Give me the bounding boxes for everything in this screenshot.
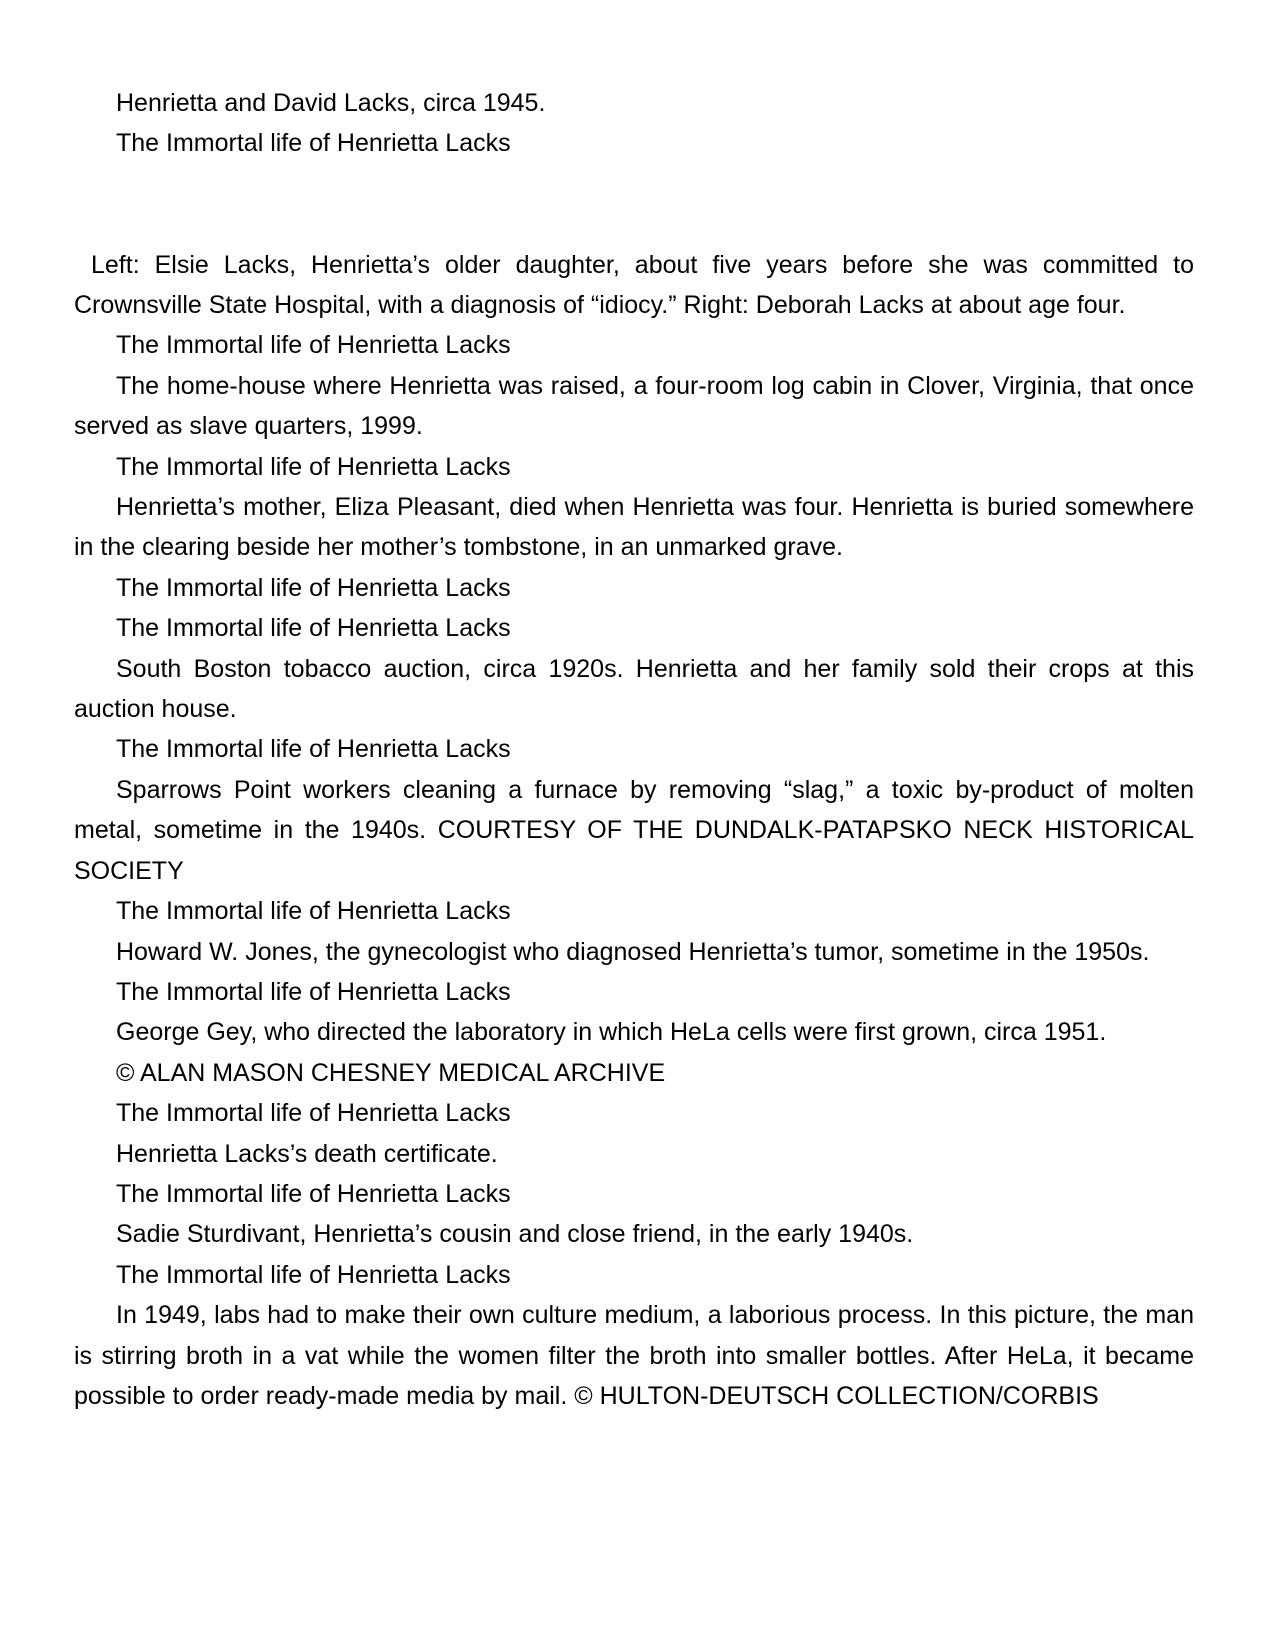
book-title-line: The Immortal life of Henrietta Lacks (116, 735, 511, 764)
caption-henrietta-and-david: Henrietta and David Lacks, circa 1945. (116, 89, 546, 117)
book-title-line: The Immortal life of Henrietta Lacks (116, 452, 511, 481)
caption-eliza-pleasant: Henrietta’s mother, Eliza Pleasant, died when Henrietta was four. Henrietta is buried somewhere in the clearing beside her mother’s tombstone, in an unmarked grave. (74, 493, 1194, 562)
book-title-line: The Immortal life of Henrietta Lacks (116, 977, 511, 1006)
book-title-line: The Immortal life of Henrietta Lacks (116, 1260, 511, 1289)
book-title-line: The Immortal life of Henrietta Lacks (116, 1099, 511, 1128)
blank-space (74, 164, 1194, 245)
book-title-line: The Immortal life of Henrietta Lacks (116, 897, 511, 926)
caption-george-gey: George Gey, who directed the laboratory in which HeLa cells were first grown, circa 1951. (116, 1018, 1107, 1047)
book-title-line: The Immortal life of Henrietta Lacks (116, 614, 511, 643)
book-title-line: The Immortal life of Henrietta Lacks (116, 573, 511, 602)
book-title-line: The Immortal life of Henrietta Lacks (116, 1179, 511, 1208)
credit-chesney-archive: © ALAN MASON CHESNEY MEDICAL ARCHIVE (116, 1058, 666, 1087)
book-title-line: The Immortal life of Henrietta Lacks (116, 129, 511, 158)
caption-elsie-and-deborah: Left: Elsie Lacks, Henrietta’s older daughter, about five years before she was committed to Crownsville State Hospital, with a diagnosis of “idiocy.” Right: Deborah Lacks at about age four. (74, 250, 1194, 320)
caption-culture-medium: In 1949, labs had to make their own culture medium, a laborious process. In this picture, the man is stirring broth in a vat while the women filter the broth into smaller bottles. After HeLa, it became possible to order ready-made media by mail. © HULTON-DEUTSCH COLLECTION/CORBIS (74, 1301, 1194, 1410)
caption-tobacco-auction: South Boston tobacco auction, circa 1920s. Henrietta and her family sold their crops at this auction house. (74, 654, 1194, 724)
book-title-line: The Immortal life of Henrietta Lacks (116, 331, 511, 360)
caption-sadie-sturdivant: Sadie Sturdivant, Henrietta’s cousin and close friend, in the early 1940s. (116, 1220, 914, 1249)
caption-home-house: The home-house where Henrietta was raised, a four-room log cabin in Clover, Virginia, that once served as slave quarters, 1999. (74, 371, 1194, 441)
caption-howard-jones: Howard W. Jones, the gynecologist who diagnosed Henrietta’s tumor, sometime in the 1950s. (116, 937, 1150, 966)
text-body (74, 83, 1194, 1416)
caption-death-certificate: Henrietta Lacks’s death certificate. (116, 1139, 498, 1168)
caption-sparrows-point: Sparrows Point workers cleaning a furnace by removing “slag,” a toxic by-product of molten metal, sometime in the 1940s. COURTESY OF THE DUNDALK-PATAPSKO NECK HISTORICAL SOCIETY (74, 775, 1194, 885)
